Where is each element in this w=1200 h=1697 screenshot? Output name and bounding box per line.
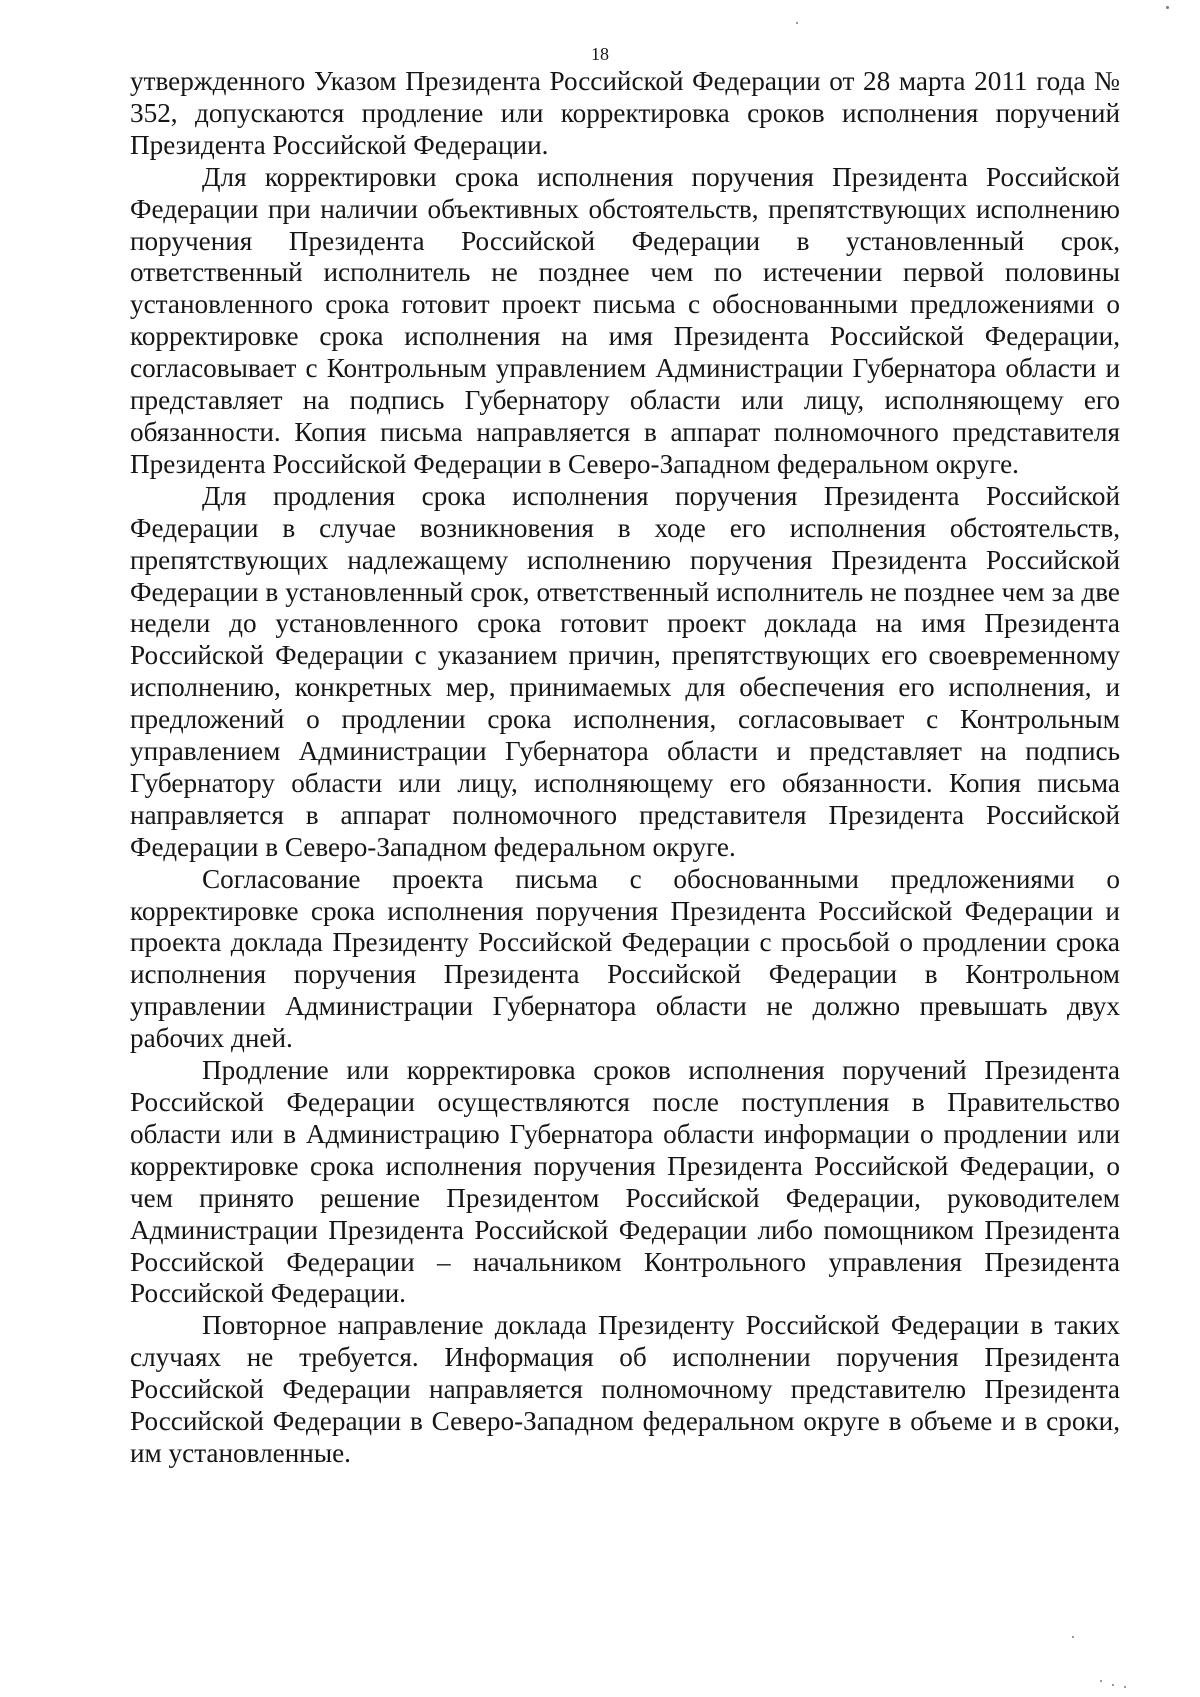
scan-speck <box>1124 1686 1126 1688</box>
paragraph-continuation: утвержденного Указом Президента Российской Федерации от 28 марта 2011 года № 352, допускаются продление или корректировка сроков исполнения поручений Президента Российской Федерации. <box>130 66 1120 160</box>
scan-speck <box>1166 6 1169 9</box>
page-number: 18 <box>591 44 609 64</box>
scan-speck <box>1112 1684 1114 1686</box>
scan-speck <box>796 22 798 24</box>
document-body <box>130 66 1120 1470</box>
paragraph-deadline-extension: Для продления срока исполнения поручения Президента Российской Федерации в случае возникновения в ходе его исполнения обстоятельств, препятствующих надлежащему исполнению поручения Президента Российской Федерации в установленный срок, ответственный исполнитель не позднее чем за две недели до установленного срока готовит проект доклада на имя Президента Российской Федерации с указанием причин, препятствующих его своевременному исполнению, конкретных мер, принимаемых для обеспечения его исполнения, и предложений о продлении срока исполнения, согласовывает с Контрольным управлением Администрации Губернатора области и представляет на подпись Губернатору области или лицу, исполняющему его обязанности. Копия письма направляется в аппарат полномочного представителя Президента Российской Федерации в Северо-Западном федеральном округе. <box>130 480 1120 862</box>
scan-speck <box>1072 1636 1074 1638</box>
paragraph-extension-procedure: Продление или корректировка сроков исполнения поручений Президента Российской Федерации осуществляются после поступления в Правительство области или в Администрацию Губернатора области информации о продлении или корректировке срока исполнения поручения Президента Российской Федерации, о чем принято решение Президентом Российской Федерации, руководителем Администрации Президента Российской Федерации либо помощником Президента Российской Федерации – начальником Контрольного управления Президента Российской Федерации. <box>130 1055 1120 1309</box>
paragraph-repeat-report: Повторное направление доклада Президенту Российской Федерации в таких случаях не требуется. Информация об исполнении поручения Президента Российской Федерации направляется полномочному представителю Президента Российской Федерации в Северо-Западном федеральном округе в объеме и в сроки, им установленные. <box>130 1310 1120 1468</box>
paragraph-approval-period: Согласование проекта письма с обоснованными предложениями о корректировке срока исполнения поручения Президента Российской Федерации и проекта доклада Президенту Российской Федерации с просьбой о продлении срока исполнения поручения Президента Российской Федерации в Контрольном управлении Администрации Губернатора области не должно превышать двух рабочих дней. <box>130 863 1120 1054</box>
scan-speck <box>1100 1680 1102 1682</box>
paragraph-deadline-correction: Для корректировки срока исполнения поручения Президента Российской Федерации при наличии объективных обстоятельств, препятствующих исполнению поручения Президента Российской Федерации в установленный срок, ответственный исполнитель не позднее чем по истечении первой половины установленного срока готовит проект письма с обоснованными предложениями о корректировке срока исполнения на имя Президента Российской Федерации, согласовывает с Контрольным управлением Администрации Губернатора области и представляет на подпись Губернатору области или лицу, исполняющему его обязанности. Копия письма направляется в аппарат полномочного представителя Президента Российской Федерации в Северо-Западном федеральном округе. <box>130 161 1120 479</box>
